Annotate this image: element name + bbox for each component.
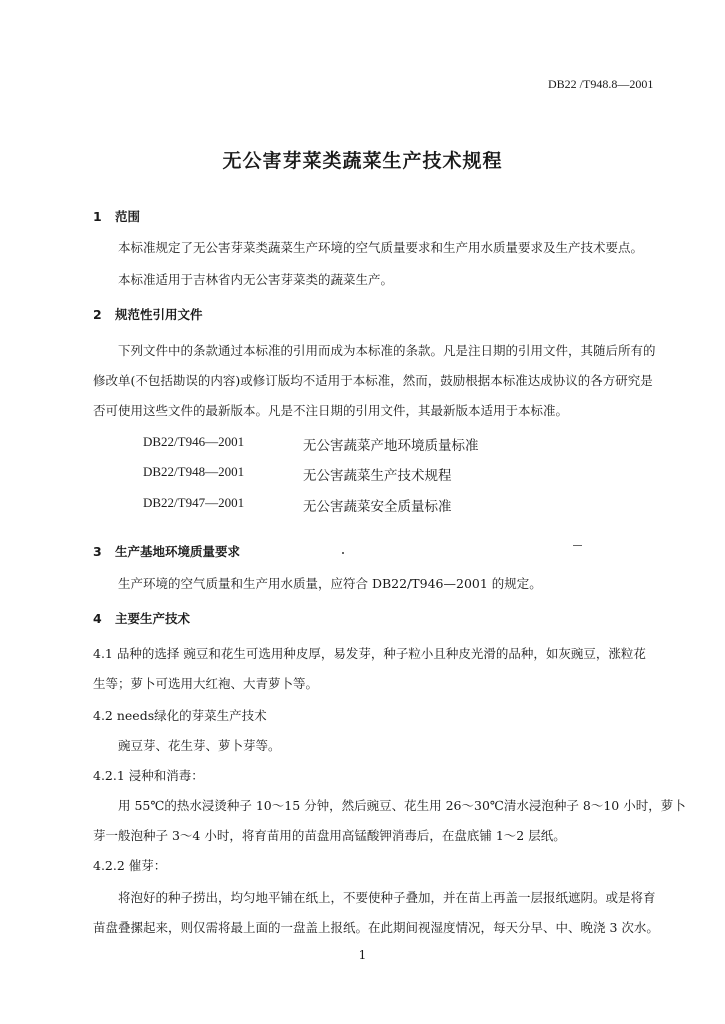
section-number: 2: [93, 307, 102, 322]
s422-line-1: 将泡好的种子捞出，均匀地平铺在纸上，不要使种子叠加，并在苗上再盖一层报纸遮阴。或是将育: [118, 890, 656, 905]
s42-heading: 4.2 needs绿化的芽菜生产技术: [93, 708, 267, 723]
section-title: 主要生产技术: [115, 611, 191, 626]
section-2-heading: [93, 305, 203, 323]
scan-speck: [342, 552, 344, 554]
s421-line-1: 用 55℃的热水浸烫种子 10～15 分钟，然后豌豆、花生用 26～30℃清水浸泡种子 8～10 小时，萝卜: [118, 798, 686, 813]
s421-line-2: 芽一般泡种子 3～4 小时，将育苗用的苗盘用高锰酸钾消毒后，在盘底铺 1～2 层纸。: [93, 828, 566, 843]
s41-line-2: 生等；萝卜可选用大红袍、大青萝卜等。: [93, 676, 319, 691]
section-number: 4: [93, 611, 102, 626]
section-number: 3: [93, 544, 102, 559]
scope-paragraph-1: 本标准规定了无公害芽菜类蔬菜生产环境的空气质量要求和生产用水质量要求及生产技术要点。: [118, 240, 644, 255]
section-4-heading: [93, 609, 190, 627]
references-line-3: 否可使用这些文件的最新版本。凡是不注日期的引用文件，其最新版本适用于本标准。: [93, 403, 569, 418]
section-title: 生产基地环境质量要求: [115, 544, 241, 559]
page-number: 1: [358, 948, 367, 962]
document-title: 无公害芽菜类蔬菜生产技术规程: [222, 150, 503, 172]
s42-text: 豌豆芽、花生芽、萝卜芽等。: [118, 738, 281, 753]
ref-doc-code: DB22/T947—2001: [143, 495, 245, 510]
s421-heading: 4.2.1 浸种和消毒：: [93, 768, 204, 783]
standard-code: DB22 /T948.8—2001: [548, 77, 654, 91]
s422-heading: 4.2.2 催芽：: [93, 858, 167, 873]
s422-line-2: 苗盘叠摞起来，则仅需将最上面的一盘盖上报纸。在此期间视湿度情况，每天分早、中、晚浇 3 次水。: [93, 920, 659, 935]
section-3-heading: [93, 542, 240, 560]
references-line-1: 下列文件中的条款通过本标准的引用而成为本标准的条款。凡是注日期的引用文件，其随后所有的: [118, 343, 656, 358]
ref-doc-name: 无公害蔬菜生产技术规程: [303, 468, 452, 484]
environment-paragraph: 生产环境的空气质量和生产用水质量，应符合 DB22/T946—2001 的规定。: [118, 576, 542, 591]
section-1-heading: [93, 207, 140, 225]
ref-doc-code: DB22/T946—2001: [143, 434, 245, 449]
section-title: 范围: [115, 209, 141, 224]
section-title: 规范性引用文件: [115, 307, 203, 322]
ref-doc-name: 无公害蔬菜产地环境质量标准: [303, 438, 479, 454]
ref-doc-code: DB22/T948—2001: [143, 464, 245, 479]
scope-paragraph-2: 本标准适用于吉林省内无公害芽菜类的蔬菜生产。: [118, 272, 394, 287]
s41-line-1: 4.1 品种的选择 豌豆和花生可选用种皮厚，易发芽，种子粒小且种皮光滑的品种，如灰豌豆，涨粒花: [93, 646, 646, 661]
references-line-2: 修改单(不包括勘误的内容)或修订版均不适用于本标准，然而，鼓励根据本标准达成协议的各方研究是: [93, 373, 653, 388]
scan-speck: [573, 545, 582, 546]
ref-doc-name: 无公害蔬菜安全质量标准: [303, 499, 452, 515]
section-number: 1: [93, 209, 102, 224]
